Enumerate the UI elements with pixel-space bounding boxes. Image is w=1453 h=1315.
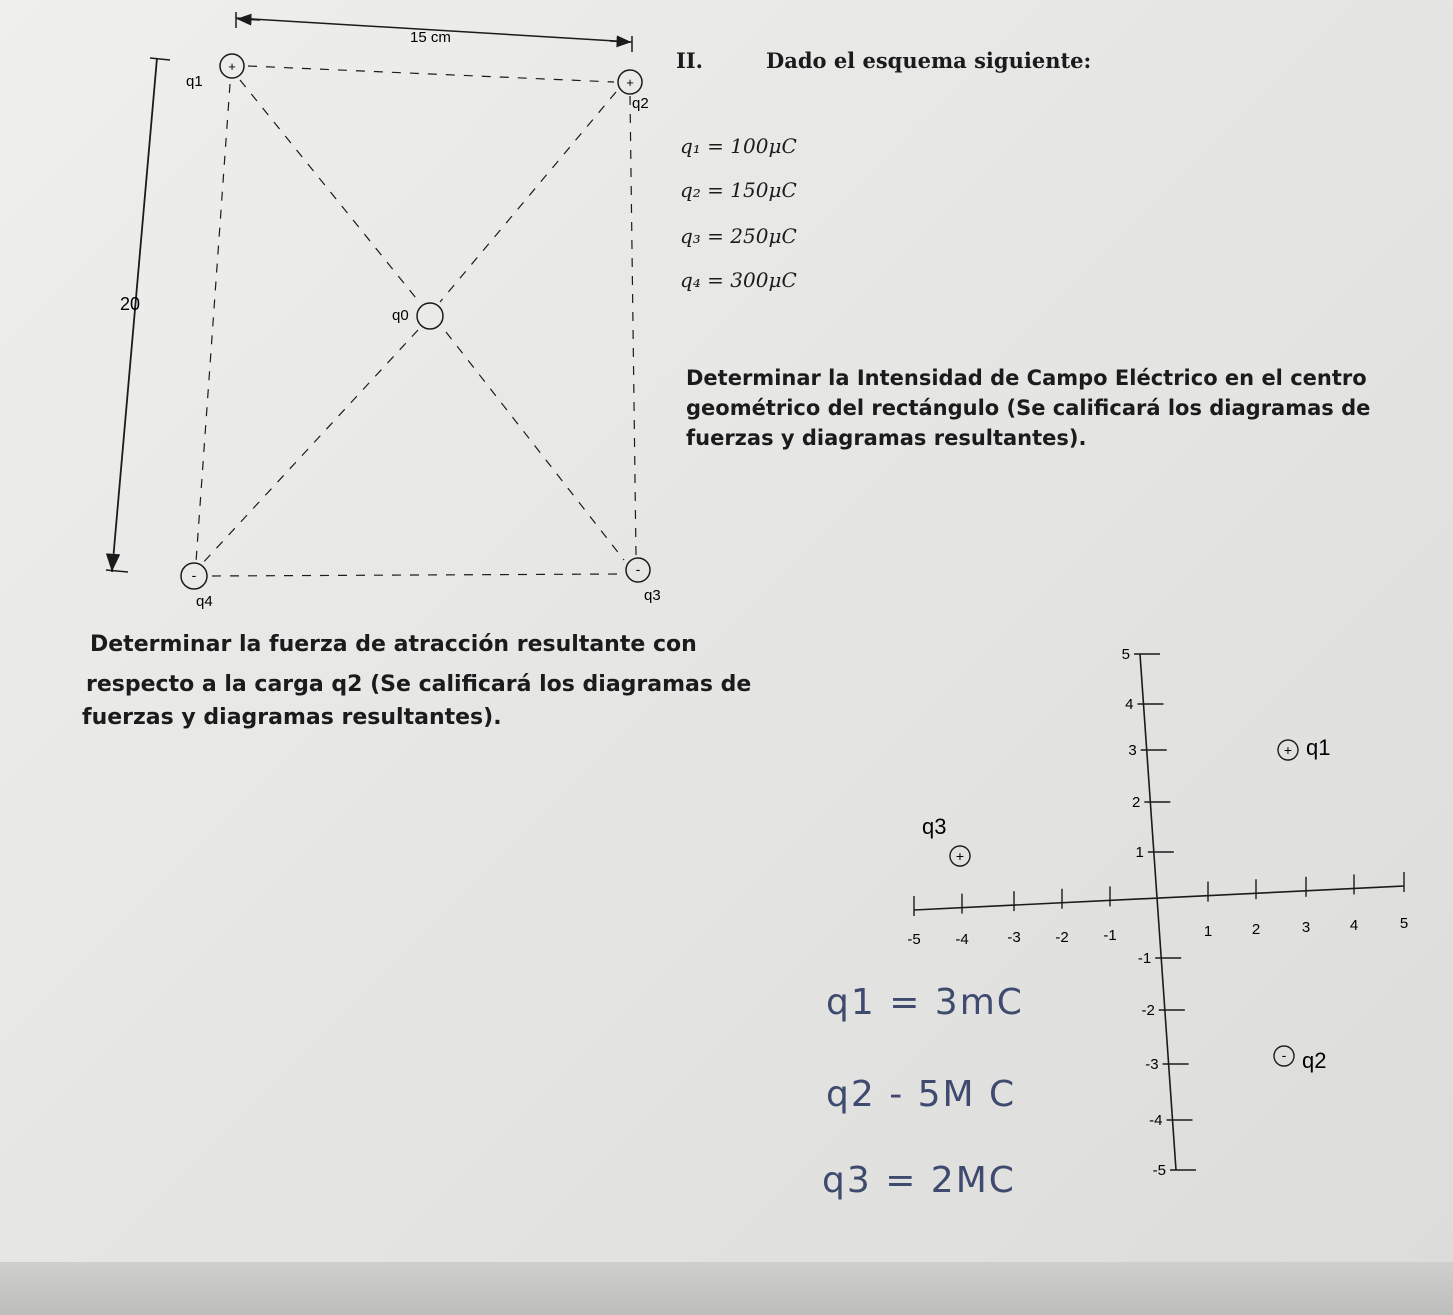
height-dimension: [106, 58, 170, 572]
statement2-line1: Determinar la fuerza de atracción resultante con: [90, 632, 697, 657]
x-axis: [914, 886, 1404, 910]
svg-text:+: +: [1283, 742, 1293, 758]
equation-q4: q₄ = 300μC: [680, 268, 797, 292]
width-label: 15 cm: [410, 29, 451, 46]
svg-text:q2: q2: [632, 95, 649, 112]
x-tick-label: 2: [1251, 921, 1261, 938]
x-tick-label: 1: [1203, 923, 1213, 940]
svg-text:q1: q1: [1306, 735, 1331, 760]
y-tick-label: 4: [1125, 696, 1134, 713]
svg-text:-: -: [1281, 1047, 1287, 1063]
x-tick-label: -3: [1007, 929, 1021, 946]
svg-text:q0: q0: [392, 307, 409, 324]
problem-numeral: II.: [676, 48, 703, 73]
svg-text:+: +: [626, 75, 634, 90]
y-tick-label: -3: [1145, 1056, 1159, 1073]
y-axis: [1137, 654, 1176, 1170]
x-tick-label: -1: [1103, 927, 1117, 944]
statement2-line2: respecto a la carga q2 (Se calificará los diagramas de: [86, 672, 752, 697]
handwritten-q3: q3 = 2MC: [822, 1160, 1016, 1201]
y-tick-label: 1: [1135, 844, 1144, 861]
svg-text:q1: q1: [186, 73, 203, 90]
height-label: 20: [120, 294, 141, 314]
y-tick-label: 5: [1121, 646, 1130, 663]
svg-text:-: -: [635, 561, 641, 577]
plane-charge-q3: [922, 814, 970, 866]
charge-q4: [181, 563, 213, 610]
svg-text:q2: q2: [1302, 1048, 1327, 1073]
plane-charge-q1: [1278, 735, 1330, 760]
handwritten-q2: q2 - 5M C: [826, 1074, 1017, 1115]
svg-text:q3: q3: [922, 814, 947, 839]
statement1-line2: geométrico del rectángulo (Se calificará los diagramas de: [686, 396, 1371, 420]
y-tick-label: 3: [1128, 742, 1137, 759]
equation-q3: q₃ = 250μC: [680, 224, 797, 248]
x-tick-label: -2: [1055, 929, 1069, 946]
charge-q1: [186, 54, 244, 90]
svg-text:q4: q4: [196, 593, 213, 610]
x-tick-label: 4: [1349, 917, 1359, 934]
statement1-line3: fuerzas y diagramas resultantes).: [686, 426, 1087, 450]
problem-title: Dado el esquema siguiente:: [766, 48, 1092, 73]
charge-q3: [626, 558, 661, 604]
charge-q0: [392, 303, 443, 329]
charge-q2: [618, 70, 649, 112]
handwritten-q1: q1 = 3mC: [826, 982, 1024, 1023]
svg-text:+: +: [955, 848, 965, 864]
statement1-line1: Determinar la Intensidad de Campo Eléctrico en el centro: [686, 366, 1367, 390]
svg-text:q3: q3: [644, 587, 661, 604]
equation-q2: q₂ = 150μC: [680, 178, 797, 202]
x-tick-label: -4: [955, 931, 969, 948]
statement2-line3: fuerzas y diagramas resultantes).: [82, 705, 502, 730]
y-tick-label: -5: [1152, 1162, 1166, 1179]
x-tick-label: 5: [1399, 915, 1409, 932]
svg-text:-: -: [191, 567, 197, 583]
rectangle-edges: [196, 66, 636, 576]
equation-q1: q₁ = 100μC: [680, 134, 797, 158]
plane-charge-q2: [1274, 1046, 1326, 1073]
y-tick-label: 2: [1131, 794, 1141, 811]
y-tick-label: -2: [1141, 1002, 1155, 1019]
y-tick-label: -4: [1149, 1112, 1163, 1129]
x-tick-label: -5: [907, 931, 921, 948]
svg-text:+: +: [228, 59, 236, 74]
y-tick-label: -1: [1137, 950, 1152, 967]
x-tick-label: 3: [1301, 919, 1311, 936]
